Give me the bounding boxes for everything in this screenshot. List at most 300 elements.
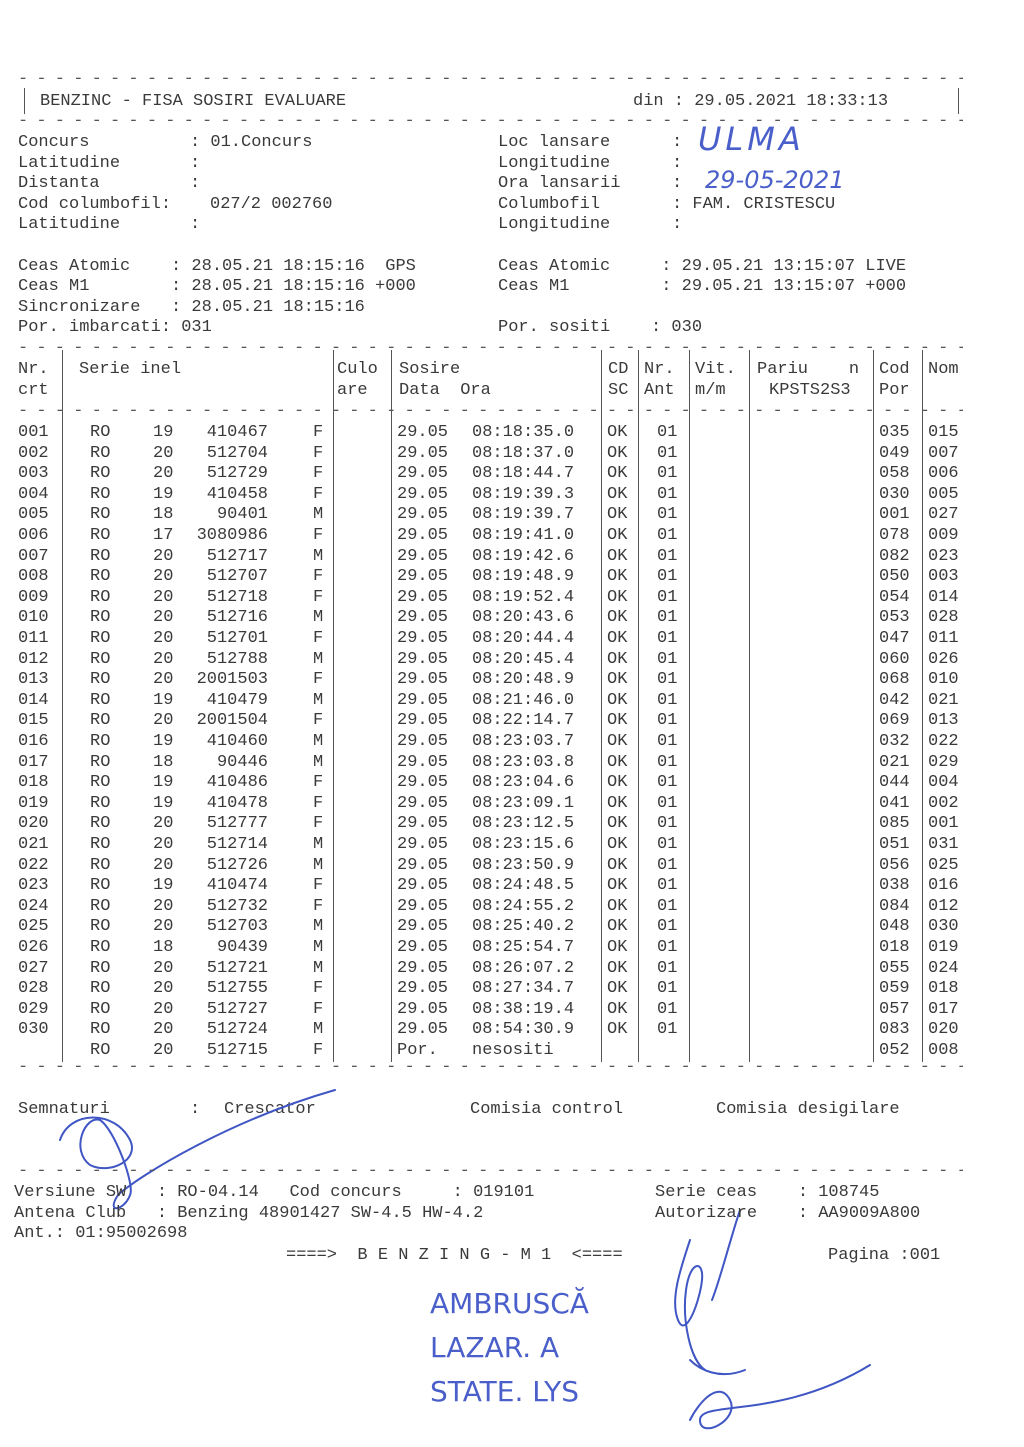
row-data: 29.05 (397, 505, 449, 525)
row-inel: 512721 (206, 958, 268, 978)
row-ant: 01 (657, 896, 678, 916)
row-cod: 047 (879, 629, 910, 648)
latitude-value: : (190, 154, 201, 173)
row-sex: F (313, 999, 324, 1019)
row-cod: 068 (879, 670, 910, 690)
row-inel: 512714 (206, 835, 268, 854)
row-data: 29.05 (397, 896, 449, 916)
row-inel: 512732 (206, 896, 268, 916)
row-ant: 01 (657, 464, 678, 484)
row-cd: OK (607, 999, 628, 1019)
row-ant: 01 (657, 423, 678, 442)
row-sex: F (313, 876, 324, 896)
row-cod: 056 (879, 855, 910, 875)
row-nom: 013 (928, 711, 959, 731)
row-nr: 007 (18, 546, 49, 566)
row-inel: 512716 (206, 608, 268, 628)
row-cd: OK (607, 896, 628, 916)
row-sex: M (313, 835, 324, 854)
col-header-nr: Nr. (18, 360, 49, 379)
row-inel: 512726 (206, 855, 268, 875)
loc-lansare-colon: : (672, 133, 683, 152)
ora-lansarii-colon: : (672, 174, 683, 193)
row-cod: 058 (879, 464, 910, 484)
row-tara: RO (90, 999, 111, 1019)
row-inel: 512755 (206, 979, 268, 999)
row-nom: 029 (928, 752, 959, 772)
row-sex: F (313, 587, 324, 607)
row-ora: 08:19:52.4 (472, 587, 575, 607)
row-cd: OK (607, 793, 628, 813)
row-nom: 017 (928, 999, 959, 1019)
row-an: 20 (153, 835, 174, 854)
row-tara: RO (90, 526, 111, 545)
row-sex: M (313, 938, 324, 957)
row-cd: OK (607, 711, 628, 731)
row-ant: 01 (657, 629, 678, 648)
row-cd: OK (607, 629, 628, 648)
row-sex: F (313, 793, 324, 813)
row-tara: RO (90, 835, 111, 854)
col-header-cod: Cod (879, 360, 910, 379)
row-tara: RO (90, 711, 111, 731)
handwritten-names (430, 1282, 589, 1414)
row-cod: 084 (879, 896, 910, 916)
col-header-vit: Vit. (695, 360, 736, 379)
row-nr: 009 (18, 587, 49, 607)
row-data: 29.05 (397, 690, 449, 710)
row-sex: F (313, 423, 324, 442)
row-tara: RO (90, 587, 111, 607)
row-tara: RO (90, 1020, 111, 1040)
row-ora: 08:18:44.7 (472, 464, 575, 484)
row-cd: OK (607, 917, 628, 937)
row-cd: OK (607, 938, 628, 957)
row-cd: OK (607, 979, 628, 999)
row-an: 18 (153, 752, 174, 772)
row-cod: 083 (879, 1020, 910, 1040)
row-ora: 08:23:03.7 (472, 732, 575, 751)
row-tara: RO (90, 814, 111, 834)
row-an: 20 (153, 855, 174, 875)
row-ant: 01 (657, 835, 678, 854)
row-data: 29.05 (397, 670, 449, 690)
row-ora: 08:25:40.2 (472, 917, 575, 937)
row-cd: OK (607, 814, 628, 834)
latitude-value-2: : (190, 215, 201, 234)
row-sex: F (313, 814, 324, 834)
ceas-m1-start: Ceas M1 : 28.05.21 18:15:16 +000 (18, 277, 416, 296)
columbofil-value: : FAM. CRISTESCU (672, 195, 836, 214)
semnaturi-label: Semnaturi (18, 1100, 110, 1119)
row-nr: 022 (18, 855, 49, 875)
row-data: 29.05 (397, 938, 449, 957)
row-an: 20 (153, 567, 174, 587)
row-ora: 08:20:48.9 (472, 670, 575, 690)
row-an: 20 (153, 608, 174, 628)
row-tara: RO (90, 773, 111, 793)
row-ora: 08:21:46.0 (472, 690, 575, 710)
row-an: 20 (153, 917, 174, 937)
row-cod: 041 (879, 793, 910, 813)
col-header-cd: CD (608, 360, 629, 379)
autorizare: Autorizare : AA9009A800 (655, 1204, 921, 1223)
row-nr: 013 (18, 670, 49, 690)
longitude-colon: : (672, 154, 683, 173)
row-tara: RO (90, 649, 111, 669)
row-nom: 012 (928, 896, 959, 916)
row-cd: OK (607, 484, 628, 504)
row-an: 20 (153, 958, 174, 978)
porumbei-imbarcati: Por. imbarcati: 031 (18, 318, 212, 337)
row-ant: 01 (657, 484, 678, 504)
row-ant: 01 (657, 999, 678, 1019)
row-ant: 01 (657, 979, 678, 999)
row-inel: 512729 (206, 464, 268, 484)
row-sex: M (313, 958, 324, 978)
row-inel: 512777 (206, 814, 268, 834)
row-tara: RO (90, 938, 111, 957)
row-nom: 008 (928, 1041, 959, 1060)
row-cod: 049 (879, 443, 910, 463)
row-data: 29.05 (397, 546, 449, 566)
row-nr: 011 (18, 629, 49, 648)
row-cd: OK (607, 1020, 628, 1040)
row-cd: OK (607, 546, 628, 566)
footer-border (18, 1162, 963, 1182)
row-ant: 01 (657, 690, 678, 710)
row-cod: 078 (879, 526, 910, 545)
row-ant: 01 (657, 814, 678, 834)
row-sex: M (313, 1020, 324, 1040)
row-tara: RO (90, 896, 111, 916)
row-sex: M (313, 546, 324, 566)
row-cod: 052 (879, 1041, 910, 1060)
row-inel: 2001503 (196, 670, 268, 690)
row-inel: 90446 (216, 752, 268, 772)
row-an: 20 (153, 670, 174, 690)
row-tara: RO (90, 443, 111, 463)
row-ora: 08:27:34.7 (472, 979, 575, 999)
row-data: 29.05 (397, 443, 449, 463)
cod-columbofil-value: 027/2 002760 (210, 195, 333, 214)
row-an: 20 (153, 979, 174, 999)
col-header-kps: KPSTS2S3 (769, 381, 851, 400)
row-data: 29.05 (397, 464, 449, 484)
row-an: 20 (153, 546, 174, 566)
row-nr: 026 (18, 938, 49, 957)
row-nr: 017 (18, 752, 49, 772)
row-inel: 512701 (206, 629, 268, 648)
row-cod: 082 (879, 546, 910, 566)
row-ant: 01 (657, 917, 678, 937)
row-sex: F (313, 464, 324, 484)
row-ora: 08:25:54.7 (472, 938, 575, 957)
row-nom: 030 (928, 917, 959, 937)
row-cod: 085 (879, 814, 910, 834)
row-data: 29.05 (397, 958, 449, 978)
row-inel: 512704 (206, 443, 268, 463)
row-ant: 01 (657, 443, 678, 463)
crescator-label: Crescator (224, 1100, 316, 1119)
row-sex: F (313, 896, 324, 916)
longitude-label: Longitudine (498, 154, 611, 173)
row-data: 29.05 (397, 484, 449, 504)
row-cod: 035 (879, 423, 910, 442)
row-ant: 01 (657, 732, 678, 751)
row-data: 29.05 (397, 999, 449, 1019)
row-ant: 01 (657, 711, 678, 731)
row-ant: 01 (657, 526, 678, 545)
row-inel: 512718 (206, 587, 268, 607)
row-nr: 030 (18, 1020, 49, 1040)
row-nr: 024 (18, 896, 49, 916)
row-cod: 044 (879, 773, 910, 793)
row-nom: 014 (928, 587, 959, 607)
row-inel: 410460 (206, 732, 268, 751)
cod-columbofil-label: Cod columbofil: (18, 195, 172, 214)
row-nr: 008 (18, 567, 49, 587)
row-tara: RO (90, 546, 111, 566)
row-ora: nesositi (472, 1041, 554, 1060)
row-tara: RO (90, 505, 111, 525)
form-title: BENZINC - FISA SOSIRI EVALUARE (40, 92, 347, 111)
row-nom: 022 (928, 732, 959, 751)
row-nom: 010 (928, 670, 959, 690)
row-an: 19 (153, 876, 174, 896)
row-ora: 08:24:55.2 (472, 896, 575, 916)
row-cod: 053 (879, 608, 910, 628)
row-ant: 01 (657, 876, 678, 896)
row-ora: 08:23:50.9 (472, 855, 575, 875)
row-data: 29.05 (397, 752, 449, 772)
row-data: 29.05 (397, 979, 449, 999)
handwritten-name-1: AMBRUSCĂ (430, 1287, 589, 1320)
row-ora: 08:18:35.0 (472, 423, 575, 442)
row-nom: 024 (928, 958, 959, 978)
row-data: 29.05 (397, 567, 449, 587)
row-an: 20 (153, 1041, 174, 1060)
row-ora: 08:20:45.4 (472, 649, 575, 669)
row-sex: M (313, 855, 324, 875)
row-nom: 031 (928, 835, 959, 854)
row-inel: 3080986 (196, 526, 268, 545)
row-nr: 004 (18, 484, 49, 504)
row-cd: OK (607, 464, 628, 484)
row-cod: 059 (879, 979, 910, 999)
row-nom: 009 (928, 526, 959, 545)
columbofil-label: Columbofil (498, 195, 601, 214)
page-number: Pagina :001 (828, 1246, 941, 1265)
row-cd: OK (607, 670, 628, 690)
row-sex: M (313, 732, 324, 751)
loc-lansare-label: Loc lansare (498, 133, 611, 152)
row-cod: 069 (879, 711, 910, 731)
col-header-data-ora: Data Ora (399, 381, 491, 400)
row-nom: 011 (928, 629, 959, 648)
row-ant: 01 (657, 587, 678, 607)
row-data: 29.05 (397, 917, 449, 937)
row-sex: F (313, 1041, 324, 1060)
col-header-crt: crt (18, 381, 49, 400)
row-inel: 410486 (206, 773, 268, 793)
row-cod: 051 (879, 835, 910, 854)
row-nr: 003 (18, 464, 49, 484)
row-data: 29.05 (397, 855, 449, 875)
col-header-culo: Culo (337, 360, 378, 379)
row-cod: 018 (879, 938, 910, 957)
row-cd: OK (607, 505, 628, 525)
row-nr: 028 (18, 979, 49, 999)
row-sex: M (313, 608, 324, 628)
row-an: 19 (153, 773, 174, 793)
ceas-m1-end: Ceas M1 : 29.05.21 13:15:07 +000 (498, 277, 907, 296)
row-tara: RO (90, 423, 111, 442)
col-header-mm: m/m (695, 381, 726, 400)
row-an: 20 (153, 629, 174, 648)
row-inel: 512727 (206, 999, 268, 1019)
row-tara: RO (90, 958, 111, 978)
row-cod: 030 (879, 484, 910, 504)
loc-lansare-handwritten: ULMA (698, 120, 805, 158)
row-tara: RO (90, 608, 111, 628)
sincronizare: Sincronizare : 28.05.21 18:15:16 (18, 298, 365, 317)
row-cod: 050 (879, 567, 910, 587)
row-an: 20 (153, 711, 174, 731)
longitude-label-2: Longitudine (498, 215, 611, 234)
antena-club: Antena Club : Benzing 48901427 SW-4.5 HW-4.2 (14, 1204, 484, 1223)
row-ora: 08:19:39.7 (472, 505, 575, 525)
row-sex: M (313, 752, 324, 772)
row-an: 19 (153, 423, 174, 442)
row-an: 19 (153, 793, 174, 813)
row-tara: RO (90, 629, 111, 648)
row-cod: 057 (879, 999, 910, 1019)
row-tara: RO (90, 732, 111, 751)
concurs-value: : 01.Concurs (190, 133, 313, 152)
row-ora: 08:24:48.5 (472, 876, 575, 896)
row-cod: 021 (879, 752, 910, 772)
row-cd: OK (607, 649, 628, 669)
row-ora: 08:19:41.0 (472, 526, 575, 545)
row-ora: 08:23:04.6 (472, 773, 575, 793)
row-nom: 005 (928, 484, 959, 504)
row-ora: 08:20:44.4 (472, 629, 575, 648)
row-tara: RO (90, 484, 111, 504)
row-nr: 025 (18, 917, 49, 937)
row-ant: 01 (657, 752, 678, 772)
row-tara: RO (90, 855, 111, 875)
row-nom: 025 (928, 855, 959, 875)
row-data: 29.05 (397, 629, 449, 648)
benzing-banner: ====> B E N Z I N G - M 1 <==== (286, 1246, 623, 1265)
row-cod: 060 (879, 649, 910, 669)
row-cd: OK (607, 690, 628, 710)
ceas-atomic-start: Ceas Atomic : 28.05.21 18:15:16 GPS (18, 257, 416, 276)
row-sex: F (313, 526, 324, 545)
row-nr: 020 (18, 814, 49, 834)
row-inel: 90401 (216, 505, 268, 525)
row-ant: 01 (657, 649, 678, 669)
comisia-signature (675, 1210, 740, 1370)
row-an: 19 (153, 484, 174, 504)
semnaturi-colon: : (190, 1100, 201, 1119)
row-nom: 016 (928, 876, 959, 896)
row-ora: 08:26:07.2 (472, 958, 575, 978)
row-inel: 410467 (206, 423, 268, 442)
row-cd: OK (607, 855, 628, 875)
row-nr: 021 (18, 835, 49, 854)
row-sex: F (313, 567, 324, 587)
row-tara: RO (90, 917, 111, 937)
ora-lansarii-handwritten: 29-05-2021 (705, 166, 845, 194)
row-inel: 90439 (216, 938, 268, 957)
row-nr: 027 (18, 958, 49, 978)
ceas-atomic-end: Ceas Atomic : 29.05.21 13:15:07 LIVE (498, 257, 907, 276)
row-sex: F (313, 773, 324, 793)
row-nr: 010 (18, 608, 49, 628)
longitude-colon-2: : (672, 215, 683, 234)
row-nr: 023 (18, 876, 49, 896)
row-ant: 01 (657, 855, 678, 875)
row-ora: 08:23:15.6 (472, 835, 575, 854)
row-inel: 512717 (206, 546, 268, 566)
row-ant: 01 (657, 938, 678, 957)
col-header-are: are (337, 381, 368, 400)
row-data: 29.05 (397, 711, 449, 731)
col-header-sc: SC (608, 381, 629, 400)
distanta-value: : (190, 174, 201, 193)
col-header-ant: Ant (644, 381, 675, 400)
row-an: 17 (153, 526, 174, 545)
row-cd: OK (607, 752, 628, 772)
row-ora: 08:22:14.7 (472, 711, 575, 731)
row-data: 29.05 (397, 814, 449, 834)
row-cd: OK (607, 423, 628, 442)
row-cd: OK (607, 608, 628, 628)
row-nom: 028 (928, 608, 959, 628)
row-an: 20 (153, 896, 174, 916)
row-inel: 512703 (206, 917, 268, 937)
row-cd: OK (607, 958, 628, 978)
row-ora: 08:19:48.9 (472, 567, 575, 587)
row-ant: 01 (657, 1020, 678, 1040)
row-sex: F (313, 670, 324, 690)
row-inel: 410474 (206, 876, 268, 896)
row-an: 19 (153, 732, 174, 751)
row-nr: 002 (18, 443, 49, 463)
row-nom: 021 (928, 690, 959, 710)
comisia-desigilare-label: Comisia desigilare (716, 1100, 900, 1119)
row-nom: 004 (928, 773, 959, 793)
col-header-sosire: Sosire (399, 360, 461, 379)
latitude-label-2: Latitudine (18, 215, 121, 234)
row-nom: 007 (928, 443, 959, 463)
row-ora: 08:23:12.5 (472, 814, 575, 834)
row-nr: 015 (18, 711, 49, 731)
row-nom: 023 (928, 546, 959, 566)
row-an: 20 (153, 649, 174, 669)
row-cd: OK (607, 732, 628, 751)
row-nr: 005 (18, 505, 49, 525)
concurs-label: Concurs (18, 133, 90, 152)
row-tara: RO (90, 1041, 111, 1060)
row-an: 20 (153, 814, 174, 834)
row-data: 29.05 (397, 423, 449, 442)
row-tara: RO (90, 876, 111, 896)
ora-lansarii-label: Ora lansarii (498, 174, 621, 193)
row-nr: 006 (18, 526, 49, 545)
